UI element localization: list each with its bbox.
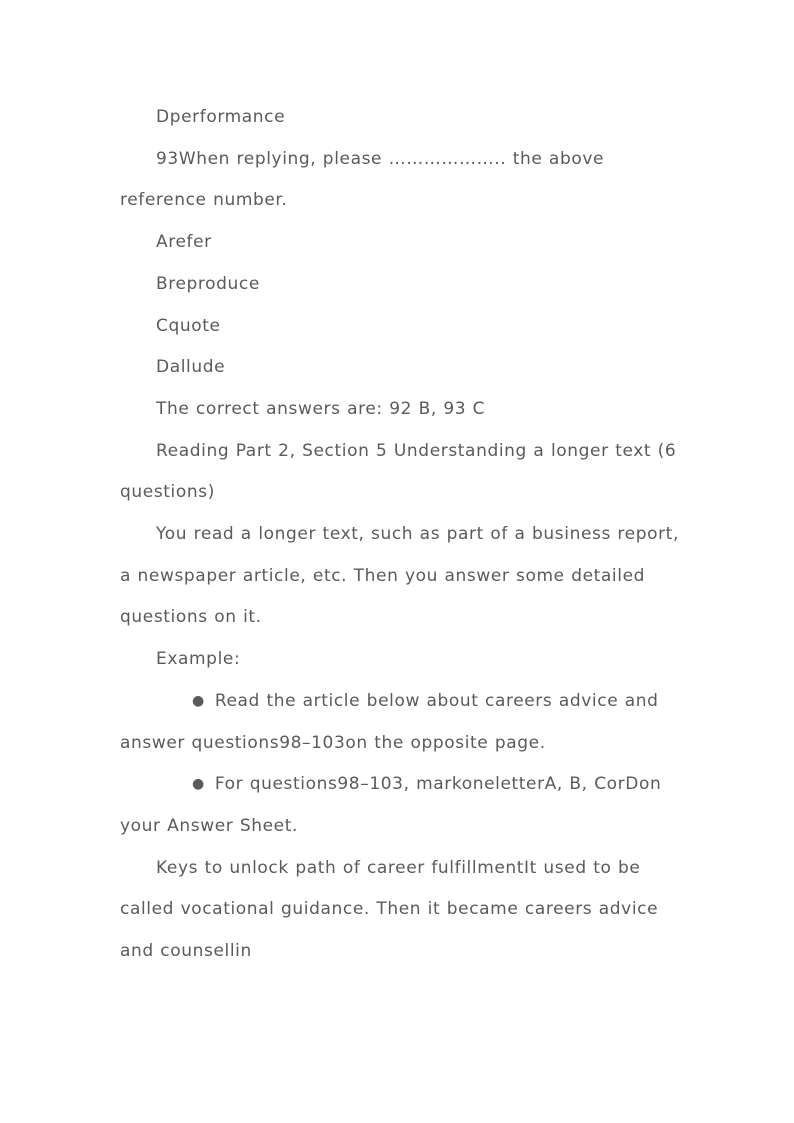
option-d-performance: Dperformance (156, 107, 286, 127)
option-c-quote: Cquote (156, 315, 221, 336)
bullet-text: For questions98–103, markoneletterA, B, CorDon your Answer Sheet. (120, 774, 662, 836)
bullet-text: Read the article below about careers advice and answer questions98–103on the opposite page. (120, 690, 659, 753)
option-b-reproduce: Breproduce (156, 273, 260, 294)
option-d-allude: Dallude (156, 357, 226, 378)
section-heading: Reading Part 2, Section 5 Understanding a longer text (6 questions) (120, 440, 677, 503)
example-label: Example: (156, 649, 241, 670)
section-description: You read a longer text, such as part of a business report, a newspaper article, etc. Then you answer some detailed questions on it. (120, 524, 679, 628)
bullet-item (120, 764, 680, 847)
correct-answers: The correct answers are: 92 B, 93 C (156, 398, 486, 419)
question-93: 93When replying, please ……………….. the above reference number. (120, 148, 605, 211)
document-body (120, 97, 680, 973)
option-a-refer: Arefer (156, 232, 212, 253)
bullet-icon: ● (192, 776, 205, 793)
bullet-icon: ● (192, 692, 205, 709)
bullet-item (120, 681, 680, 764)
article-intro: Keys to unlock path of career fulfillmentIt used to be called vocational guidance. Then it became careers advice and counsellin (120, 857, 659, 962)
